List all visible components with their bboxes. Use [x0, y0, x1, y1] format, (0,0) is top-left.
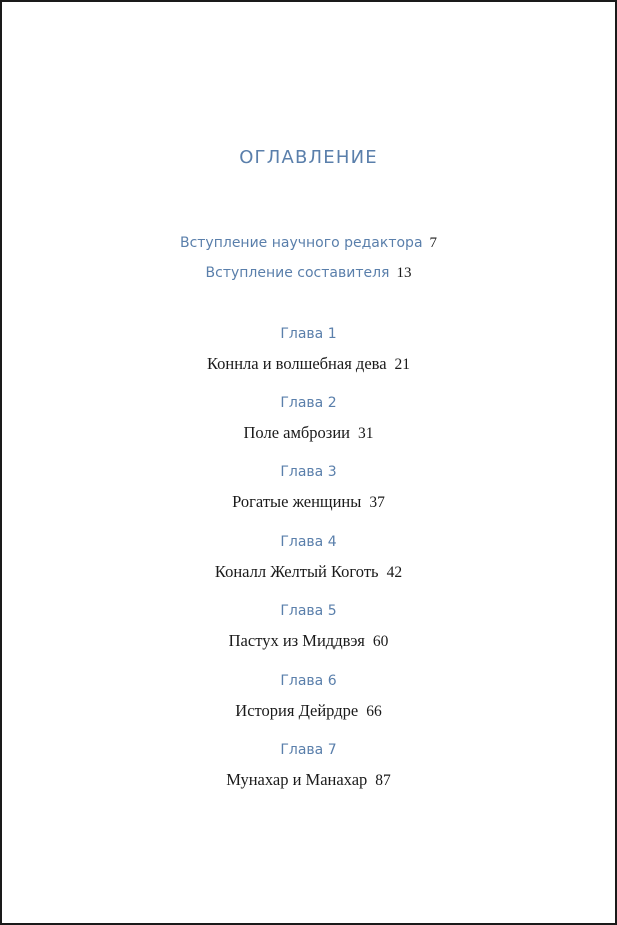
chapter-title: Коналл Желтый Коготь: [214, 562, 379, 581]
chapter-7-label: Глава 7: [280, 742, 337, 758]
chapter-page-number: 60: [372, 633, 389, 650]
chapter-title: Рогатые женщины: [232, 492, 362, 511]
chapter-page-number: 66: [366, 703, 382, 720]
chapter-page-number: 21: [394, 356, 411, 373]
chapter-3-label: Глава 3: [280, 464, 337, 480]
chapter-4-label: Глава 4: [280, 534, 337, 550]
chapter-title: Пастух из Миддвэя: [228, 631, 365, 650]
page-title: ОГЛАВЛЕНИЕ: [239, 147, 378, 168]
toc-entry-chapter-1[interactable]: [2, 354, 615, 374]
chapter-1-label: Глава 1: [280, 326, 337, 342]
chapter-title: История Дейрдре: [235, 701, 359, 720]
toc-entry-chapter-4[interactable]: [2, 562, 615, 582]
toc-entry-label: Вступление научного редактора: [179, 235, 423, 251]
toc-entry-chapter-6[interactable]: [2, 701, 615, 721]
chapter-title: Коннла и волшебная дева: [206, 354, 387, 373]
toc-entry-page-number: 13: [396, 265, 412, 281]
toc-entry-chapter-2[interactable]: [2, 423, 615, 443]
chapter-title: Мунахар и Манахар: [226, 770, 368, 789]
toc-entry-editor-intro[interactable]: [2, 234, 615, 252]
chapter-page-number: 37: [369, 494, 385, 511]
toc-entry-chapter-7[interactable]: [2, 770, 615, 790]
toc-entry-label: Вступление составителя: [205, 265, 390, 281]
chapter-2-label: Глава 2: [280, 395, 337, 411]
toc-entry-page-number: 7: [429, 235, 438, 251]
toc-entry-chapter-3[interactable]: [2, 492, 615, 512]
chapter-title: Поле амброзии: [243, 423, 350, 442]
chapter-page-number: 31: [357, 425, 374, 442]
chapter-5-label: Глава 5: [280, 603, 337, 619]
chapter-page-number: 87: [375, 772, 391, 789]
toc-entry-compiler-intro[interactable]: [2, 264, 615, 282]
chapter-page-number: 42: [386, 564, 403, 581]
chapter-6-label: Глава 6: [280, 673, 337, 689]
toc-entry-chapter-5[interactable]: [2, 631, 615, 651]
